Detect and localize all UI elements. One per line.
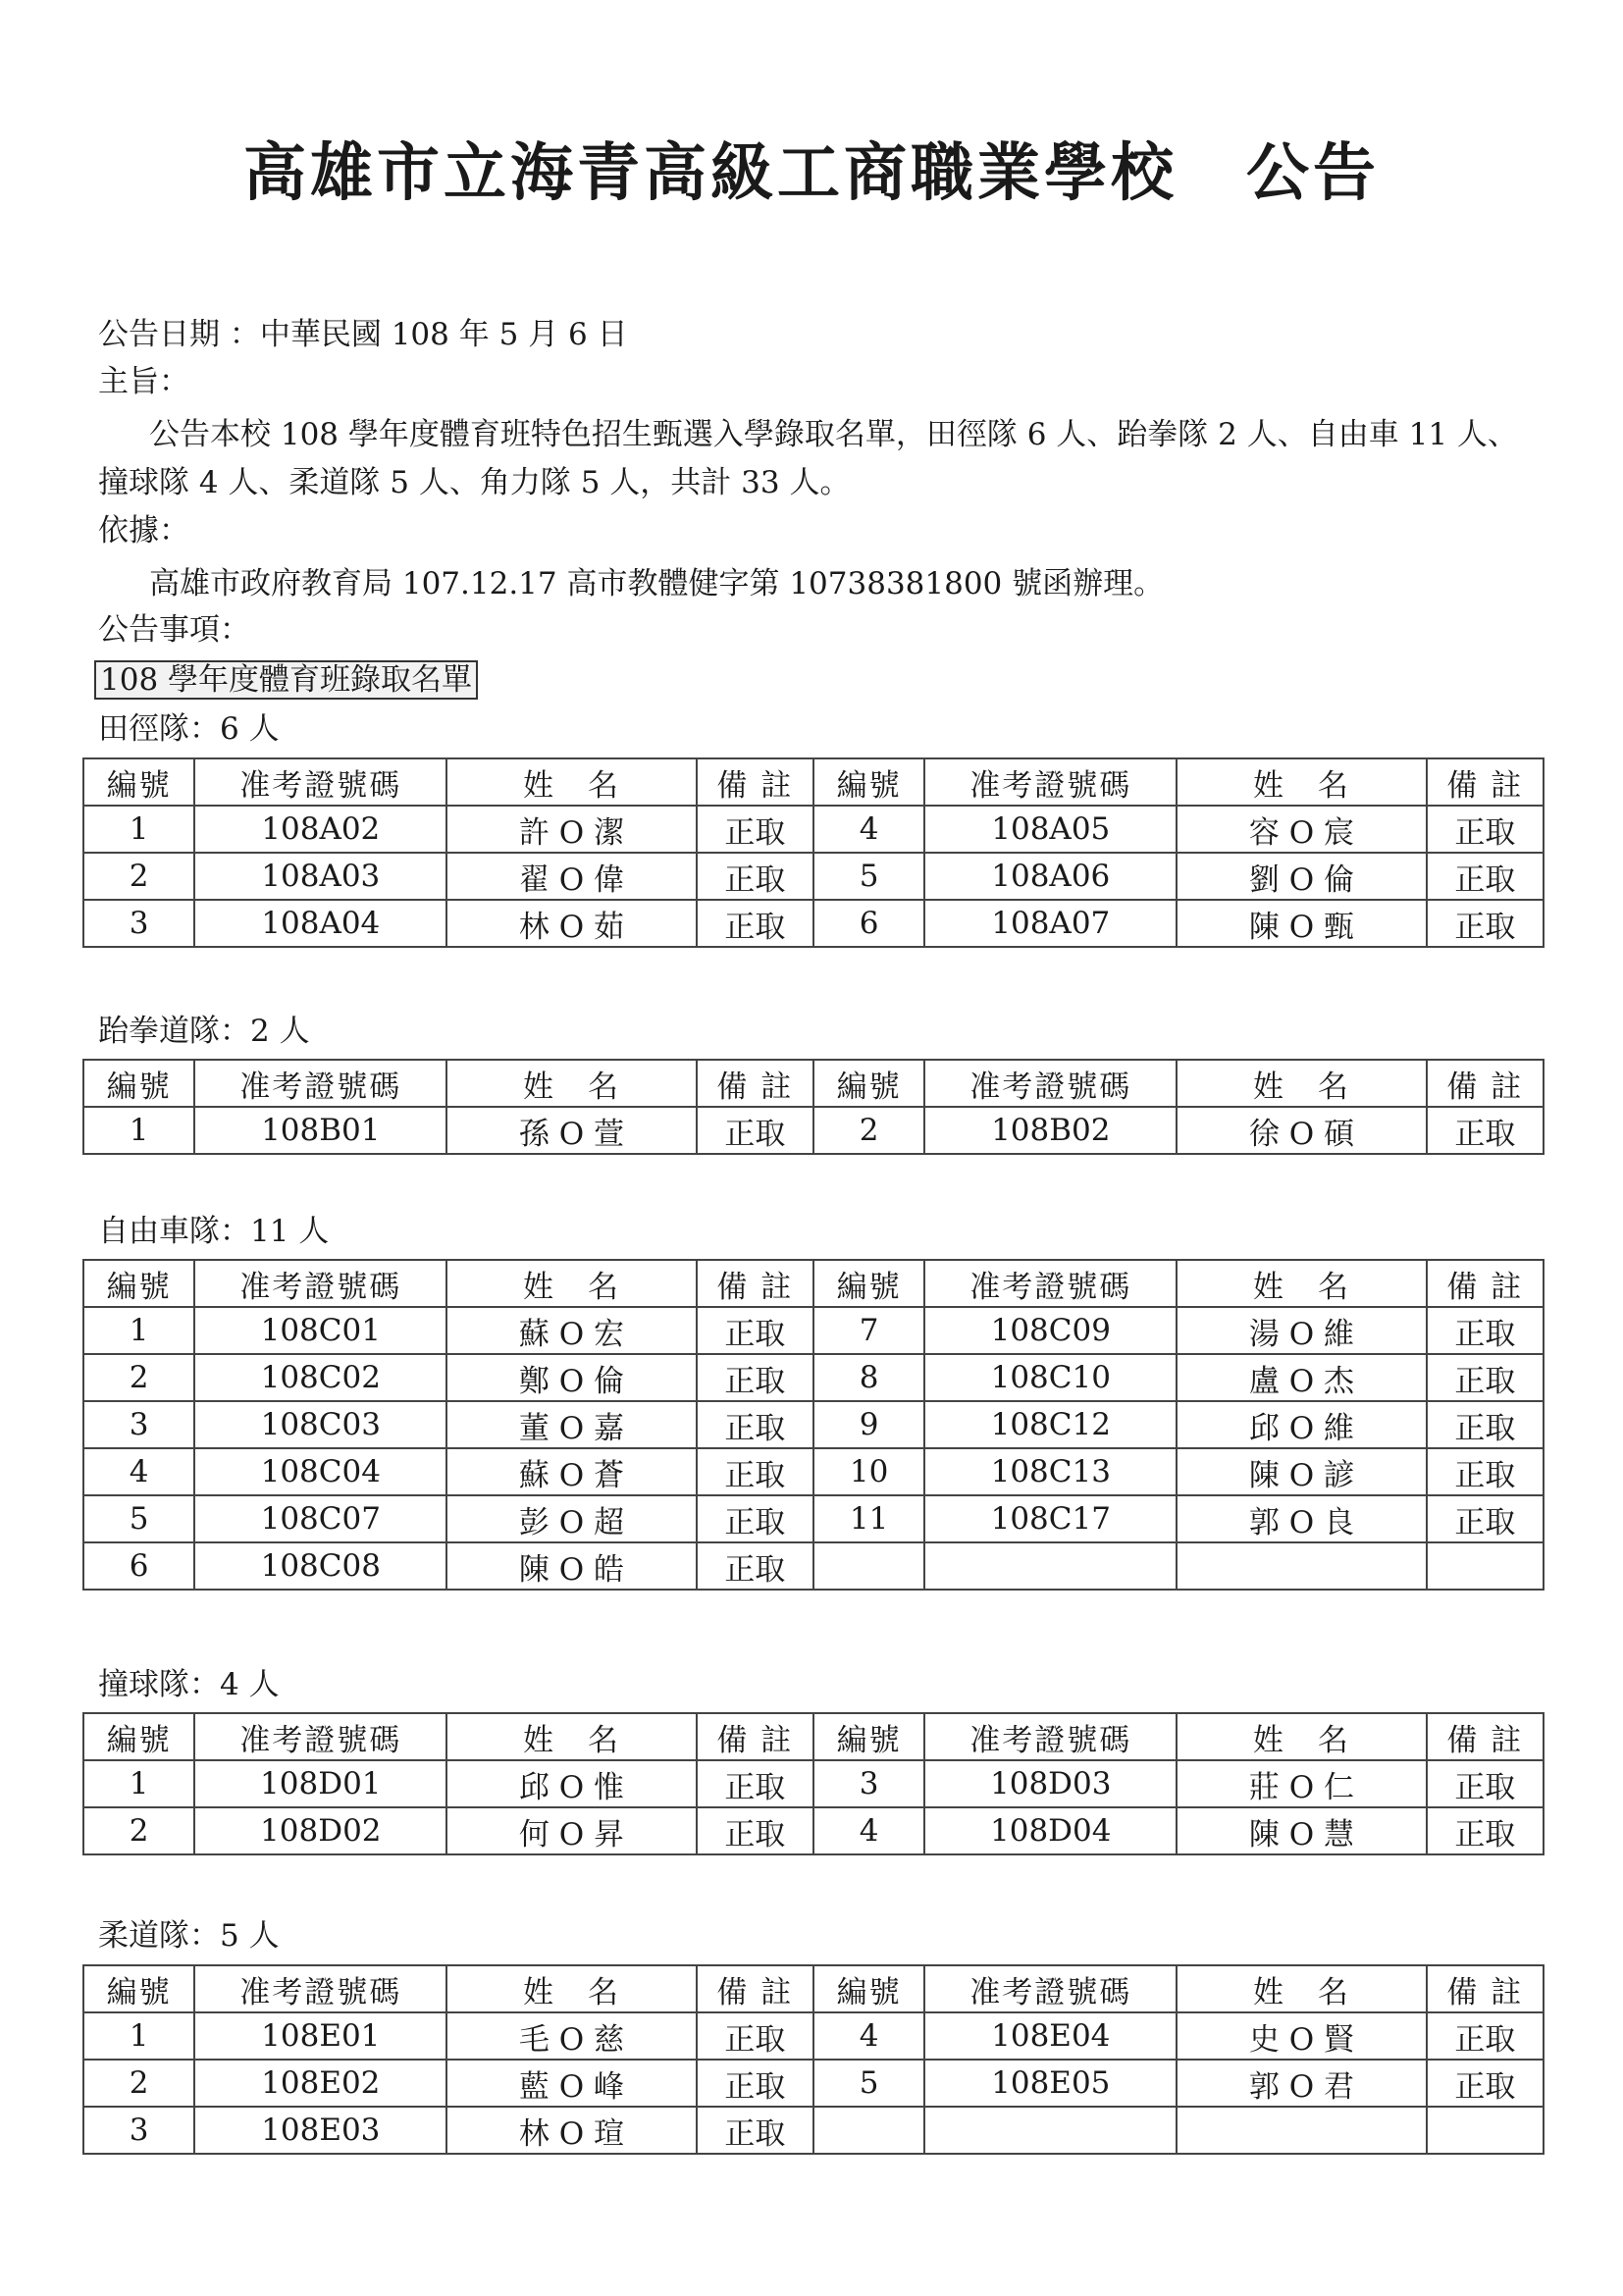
header-name: 姓 名 [1177,758,1426,806]
header-name: 姓 名 [446,1060,696,1107]
cell-number: 7 [813,1307,924,1354]
header-note: 備 註 [697,1713,813,1760]
cell-note: 正取 [697,853,813,900]
cell-name: 翟 O 偉 [446,853,696,900]
cell-exam-id: 108A05 [924,806,1177,853]
header-exam-id: 准考證號碼 [924,1060,1177,1107]
section-label-cycling: 自由車隊：11 人 [98,1214,330,1249]
cell-exam-id: 108C01 [194,1307,446,1354]
roster-table-billiards [82,1712,1544,1855]
cell-note: 正取 [1427,2060,1544,2107]
cell-note: 正取 [697,900,813,947]
section-label-billiards: 撞球隊：4 人 [98,1667,280,1702]
cell-exam-id: 108A07 [924,900,1177,947]
cell-number: 2 [83,1354,194,1401]
cell-exam-id: 108C09 [924,1307,1177,1354]
cell-name: 陳 O 甄 [1177,900,1426,947]
cell-note: 正取 [1427,1807,1544,1854]
cell-name: 藍 O 峰 [446,2060,696,2107]
cell-name: 彭 O 超 [446,1495,696,1542]
cell-exam-id: 108E03 [194,2107,446,2154]
subject-label: 主旨： [98,364,189,399]
cell-number: 1 [83,2012,194,2060]
school-name: 高雄市立海青高級工商職業學校 [243,137,1178,210]
cell-number [813,1542,924,1590]
cell-number: 1 [83,1107,194,1154]
header-number: 編號 [813,1060,924,1107]
header-exam-id: 准考證號碼 [924,1965,1177,2012]
cell-exam-id [924,2107,1177,2154]
header-note: 備 註 [697,1060,813,1107]
header-note: 備 註 [697,758,813,806]
roster-table-track [82,757,1544,948]
cell-exam-id: 108C04 [194,1448,446,1495]
table-row [83,1107,1544,1154]
table-row [83,1401,1544,1448]
basis-text: 高雄市政府教育局 107.12.17 高市教體健字第 10738381800 號函辦理。 [149,566,1165,601]
cell-number: 8 [813,1354,924,1401]
cell-name: 林 O 茹 [446,900,696,947]
roster-table-cycling [82,1259,1544,1591]
cell-number: 2 [813,1107,924,1154]
cell-number: 5 [813,2060,924,2107]
header-exam-id: 准考證號碼 [924,1713,1177,1760]
cell-note: 正取 [1427,1107,1544,1154]
table-row [83,2060,1544,2107]
cell-exam-id: 108C07 [194,1495,446,1542]
cell-name: 湯 O 維 [1177,1307,1426,1354]
cell-name: 史 O 賢 [1177,2012,1426,2060]
table-row [83,806,1544,853]
cell-name: 蘇 O 宏 [446,1307,696,1354]
cell-number: 3 [813,1760,924,1807]
cell-note: 正取 [697,1107,813,1154]
cell-exam-id: 108D01 [194,1760,446,1807]
header-name: 姓 名 [1177,1060,1426,1107]
table-header-row [83,1060,1544,1107]
cell-exam-id: 108E01 [194,2012,446,2060]
cell-note: 正取 [697,1401,813,1448]
cell-exam-id: 108D02 [194,1807,446,1854]
cell-exam-id: 108A06 [924,853,1177,900]
cell-note: 正取 [1427,806,1544,853]
table-header-row [83,1965,1544,2012]
cell-number: 2 [83,2060,194,2107]
cell-number: 10 [813,1448,924,1495]
cell-number: 4 [83,1448,194,1495]
cell-number: 5 [813,853,924,900]
header-number: 編號 [813,1260,924,1307]
header-name: 姓 名 [446,1260,696,1307]
table-row [83,2107,1544,2154]
cell-name: 莊 O 仁 [1177,1760,1426,1807]
cell-number: 4 [813,1807,924,1854]
header-exam-id: 准考證號碼 [194,1713,446,1760]
cell-name: 劉 O 倫 [1177,853,1426,900]
cell-exam-id: 108C17 [924,1495,1177,1542]
cell-name: 徐 O 碩 [1177,1107,1426,1154]
table-header-row [83,758,1544,806]
cell-name: 蘇 O 蒼 [446,1448,696,1495]
cell-name: 容 O 宸 [1177,806,1426,853]
cell-name: 毛 O 慈 [446,2012,696,2060]
cell-note: 正取 [697,1354,813,1401]
cell-note: 正取 [697,1448,813,1495]
cell-name: 孫 O 萱 [446,1107,696,1154]
cell-number: 1 [83,1307,194,1354]
header-name: 姓 名 [446,1713,696,1760]
cell-note: 正取 [1427,900,1544,947]
section-label-judo: 柔道隊：5 人 [98,1918,280,1954]
cell-note: 正取 [697,1760,813,1807]
table-row [83,853,1544,900]
cell-number: 3 [83,900,194,947]
header-note: 備 註 [1427,1965,1544,2012]
list-title-box: 108 學年度體育班錄取名單 [94,660,478,700]
cell-note: 正取 [1427,1760,1544,1807]
cell-exam-id: 108C03 [194,1401,446,1448]
header-note: 備 註 [697,1965,813,2012]
cell-name: 陳 O 皓 [446,1542,696,1590]
table-row [83,1542,1544,1590]
table-row [83,1448,1544,1495]
cell-exam-id: 108C13 [924,1448,1177,1495]
cell-exam-id: 108D04 [924,1807,1177,1854]
cell-note: 正取 [697,2107,813,2154]
table-header-row [83,1713,1544,1760]
roster-table-judo [82,1964,1544,2155]
cell-number: 2 [83,853,194,900]
cell-note [1427,2107,1544,2154]
cell-name: 邱 O 惟 [446,1760,696,1807]
cell-number: 1 [83,806,194,853]
cell-number: 4 [813,806,924,853]
cell-exam-id: 108E05 [924,2060,1177,2107]
cell-name: 陳 O 諺 [1177,1448,1426,1495]
cell-note [1427,1542,1544,1590]
cell-note: 正取 [1427,1354,1544,1401]
announcement-word: 公告 [1246,137,1380,210]
cell-note: 正取 [1427,1495,1544,1542]
document-title [0,123,1623,213]
cell-name: 邱 O 維 [1177,1401,1426,1448]
items-label: 公告事項： [98,612,250,648]
cell-exam-id: 108E02 [194,2060,446,2107]
cell-name: 郭 O 良 [1177,1495,1426,1542]
cell-number: 6 [83,1542,194,1590]
roster-table-taekwondo [82,1059,1544,1155]
list-title [94,660,478,700]
cell-exam-id: 108C02 [194,1354,446,1401]
cell-number [813,2107,924,2154]
cell-name: 郭 O 君 [1177,2060,1426,2107]
cell-number: 9 [813,1401,924,1448]
header-number: 編號 [83,1965,194,2012]
header-note: 備 註 [1427,1060,1544,1107]
cell-note: 正取 [697,1307,813,1354]
cell-number: 4 [813,2012,924,2060]
header-exam-id: 准考證號碼 [194,1260,446,1307]
cell-note: 正取 [1427,1307,1544,1354]
header-name: 姓 名 [1177,1713,1426,1760]
cell-note: 正取 [1427,853,1544,900]
header-exam-id: 准考證號碼 [924,1260,1177,1307]
cell-exam-id: 108E04 [924,2012,1177,2060]
cell-exam-id: 108B01 [194,1107,446,1154]
section-label-taekwondo: 跆拳道隊：2 人 [98,1014,310,1049]
header-note: 備 註 [697,1260,813,1307]
cell-note: 正取 [697,1542,813,1590]
cell-exam-id: 108C10 [924,1354,1177,1401]
cell-note: 正取 [1427,1401,1544,1448]
header-note: 備 註 [1427,1260,1544,1307]
header-number: 編號 [813,1713,924,1760]
table-row [83,1760,1544,1807]
header-exam-id: 准考證號碼 [194,1060,446,1107]
cell-exam-id: 108D03 [924,1760,1177,1807]
cell-name: 林 O 瑄 [446,2107,696,2154]
header-note: 備 註 [1427,1713,1544,1760]
cell-number: 1 [83,1760,194,1807]
cell-note: 正取 [697,806,813,853]
cell-name [1177,2107,1426,2154]
header-exam-id: 准考證號碼 [194,1965,446,2012]
cell-number: 5 [83,1495,194,1542]
header-number: 編號 [83,1260,194,1307]
cell-note: 正取 [1427,1448,1544,1495]
cell-exam-id [924,1542,1177,1590]
cell-number: 6 [813,900,924,947]
header-number: 編號 [83,1060,194,1107]
header-exam-id: 准考證號碼 [194,758,446,806]
table-row [83,1354,1544,1401]
subject-line-1: 公告本校 108 學年度體育班特色招生甄選入學錄取名單，田徑隊 6 人、跆拳隊 2 人、自由車 11 人、 [149,417,1518,452]
cell-note: 正取 [697,1495,813,1542]
cell-name [1177,1542,1426,1590]
table-header-row [83,1260,1544,1307]
table-row [83,1307,1544,1354]
basis-label: 依據： [98,513,189,548]
cell-name: 鄭 O 倫 [446,1354,696,1401]
cell-exam-id: 108A02 [194,806,446,853]
cell-name: 何 O 昇 [446,1807,696,1854]
cell-exam-id: 108A03 [194,853,446,900]
header-note: 備 註 [1427,758,1544,806]
header-number: 編號 [813,758,924,806]
cell-note: 正取 [697,2060,813,2107]
header-name: 姓 名 [446,1965,696,2012]
cell-name: 許 O 潔 [446,806,696,853]
header-number: 編號 [813,1965,924,2012]
cell-note: 正取 [697,1807,813,1854]
table-row [83,900,1544,947]
cell-exam-id: 108A04 [194,900,446,947]
announce-date: 公告日期 ：中華民國 108 年 5 月 6 日 [98,317,628,352]
cell-name: 董 O 嘉 [446,1401,696,1448]
table-row [83,1807,1544,1854]
cell-exam-id: 108B02 [924,1107,1177,1154]
header-number: 編號 [83,1713,194,1760]
cell-note: 正取 [1427,2012,1544,2060]
cell-number: 2 [83,1807,194,1854]
header-exam-id: 准考證號碼 [924,758,1177,806]
header-number: 編號 [83,758,194,806]
cell-name: 盧 O 杰 [1177,1354,1426,1401]
table-row [83,1495,1544,1542]
cell-exam-id: 108C12 [924,1401,1177,1448]
header-name: 姓 名 [446,758,696,806]
cell-number: 3 [83,1401,194,1448]
cell-exam-id: 108C08 [194,1542,446,1590]
cell-number: 11 [813,1495,924,1542]
subject-line-2: 撞球隊 4 人、柔道隊 5 人、角力隊 5 人，共計 33 人。 [98,465,851,500]
section-label-track: 田徑隊：6 人 [98,711,280,747]
header-name: 姓 名 [1177,1260,1426,1307]
cell-number: 3 [83,2107,194,2154]
table-row [83,2012,1544,2060]
header-name: 姓 名 [1177,1965,1426,2012]
cell-name: 陳 O 慧 [1177,1807,1426,1854]
cell-note: 正取 [697,2012,813,2060]
